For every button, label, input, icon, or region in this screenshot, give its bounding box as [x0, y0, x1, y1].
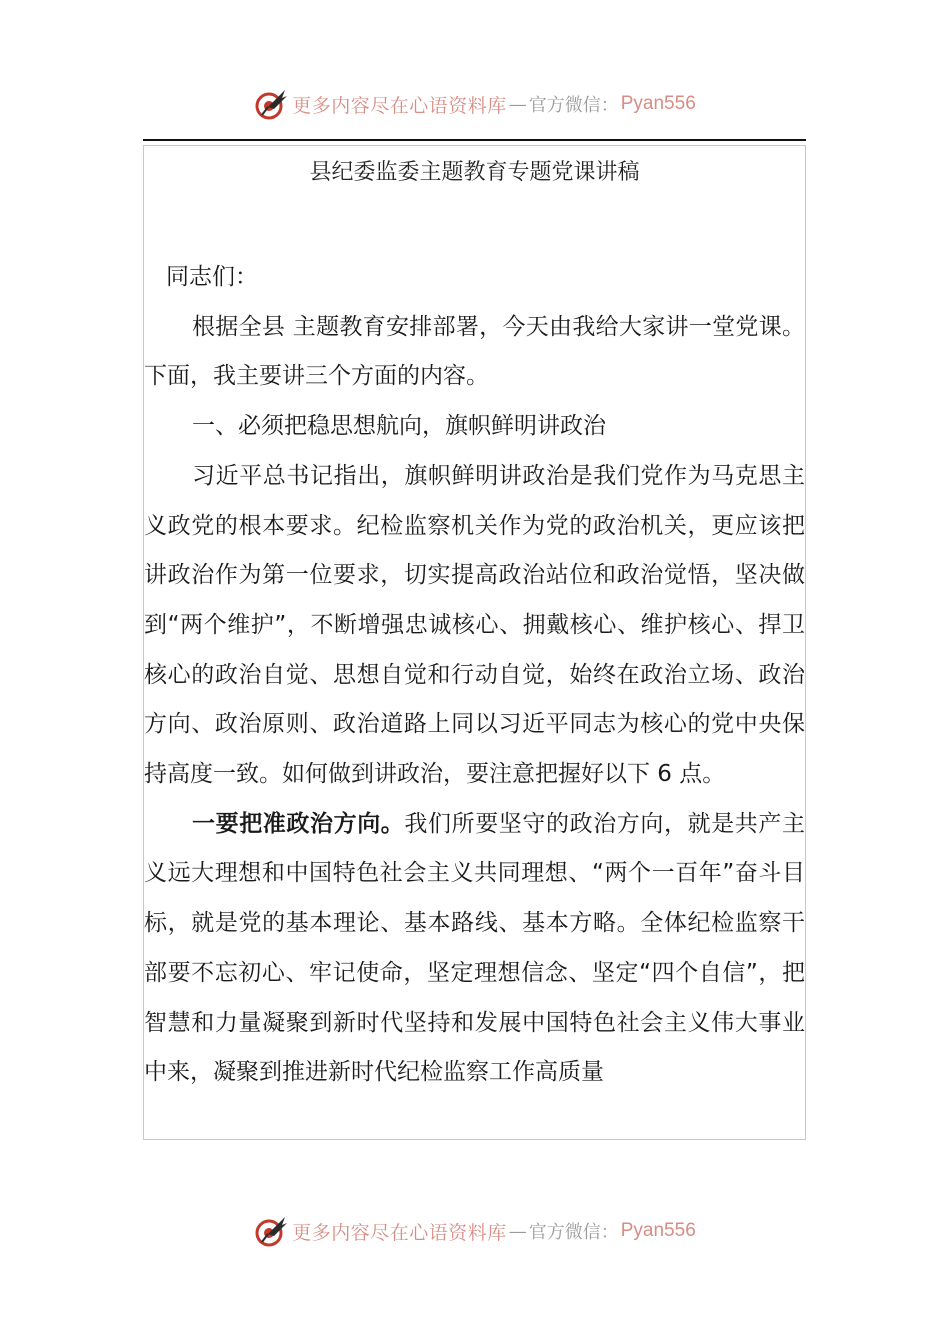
brand-contact-id: Pyan556	[620, 1220, 696, 1241]
document-page	[143, 145, 806, 1140]
brand-contact-label: 官方微信：	[528, 95, 619, 116]
point-lead: 一要把准政治方向。	[192, 810, 405, 837]
header-brand	[0, 84, 950, 124]
document-body	[144, 253, 805, 1098]
brand-slogan: 更多内容尽在心语资料库	[292, 1221, 507, 1244]
header-divider	[143, 139, 806, 141]
document-title: 县纪委监委主题教育专题党课讲稿	[309, 160, 640, 185]
quill-logo-icon	[254, 1214, 288, 1248]
brand-slogan: 更多内容尽在心语资料库	[292, 94, 507, 117]
footer-brand	[0, 1211, 950, 1251]
section-heading: 一、必须把稳思想航向，旗帜鲜明讲政治	[192, 413, 606, 440]
brand-contact-label: 官方微信：	[528, 1222, 619, 1243]
intro-paragraph: 根据全县 主题教育安排部署，今天由我给大家讲一堂党课。下面，我主要讲三个方面的内容。	[144, 313, 805, 390]
brand-dash: —	[508, 93, 527, 115]
point-paragraph	[144, 800, 805, 1098]
salutation: 同志们：	[166, 264, 258, 290]
quill-logo-icon	[254, 87, 288, 121]
brand-dash: —	[508, 1220, 527, 1242]
section-paragraph: 习近平总书记指出，旗帜鲜明讲政治是我们党作为马克思主义政党的根本要求。纪检监察机关作为党的政治机关，更应该把讲政治作为第一位要求，切实提高政治站位和政治觉悟，坚决做到“两个维护”，不断增强忠诚核心、拥戴核心、维护核心、捍卫核心的政治自觉、思想自觉和行动自觉，始终在政治立场、政治方向、政治原则、政治道路上同以习近平同志为核心的党中央保持高度一致。如何做到讲政治，要注意把握好以下 6 点。	[144, 462, 805, 788]
brand-contact-id: Pyan556	[620, 93, 696, 114]
point-text: 我们所要坚守的政治方向，就是共产主义远大理想和中国特色社会主义共同理想、“两个一百年”奋斗目标，就是党的基本理论、基本路线、基本方略。全体纪检监察干部要不忘初心、牢记使命，坚定理想信念、坚定“四个自信”，把智慧和力量凝聚到新时代坚持和发展中国特色社会主义伟大事业中来，凝聚到推进新时代纪检监察工作高质量	[144, 810, 806, 1086]
